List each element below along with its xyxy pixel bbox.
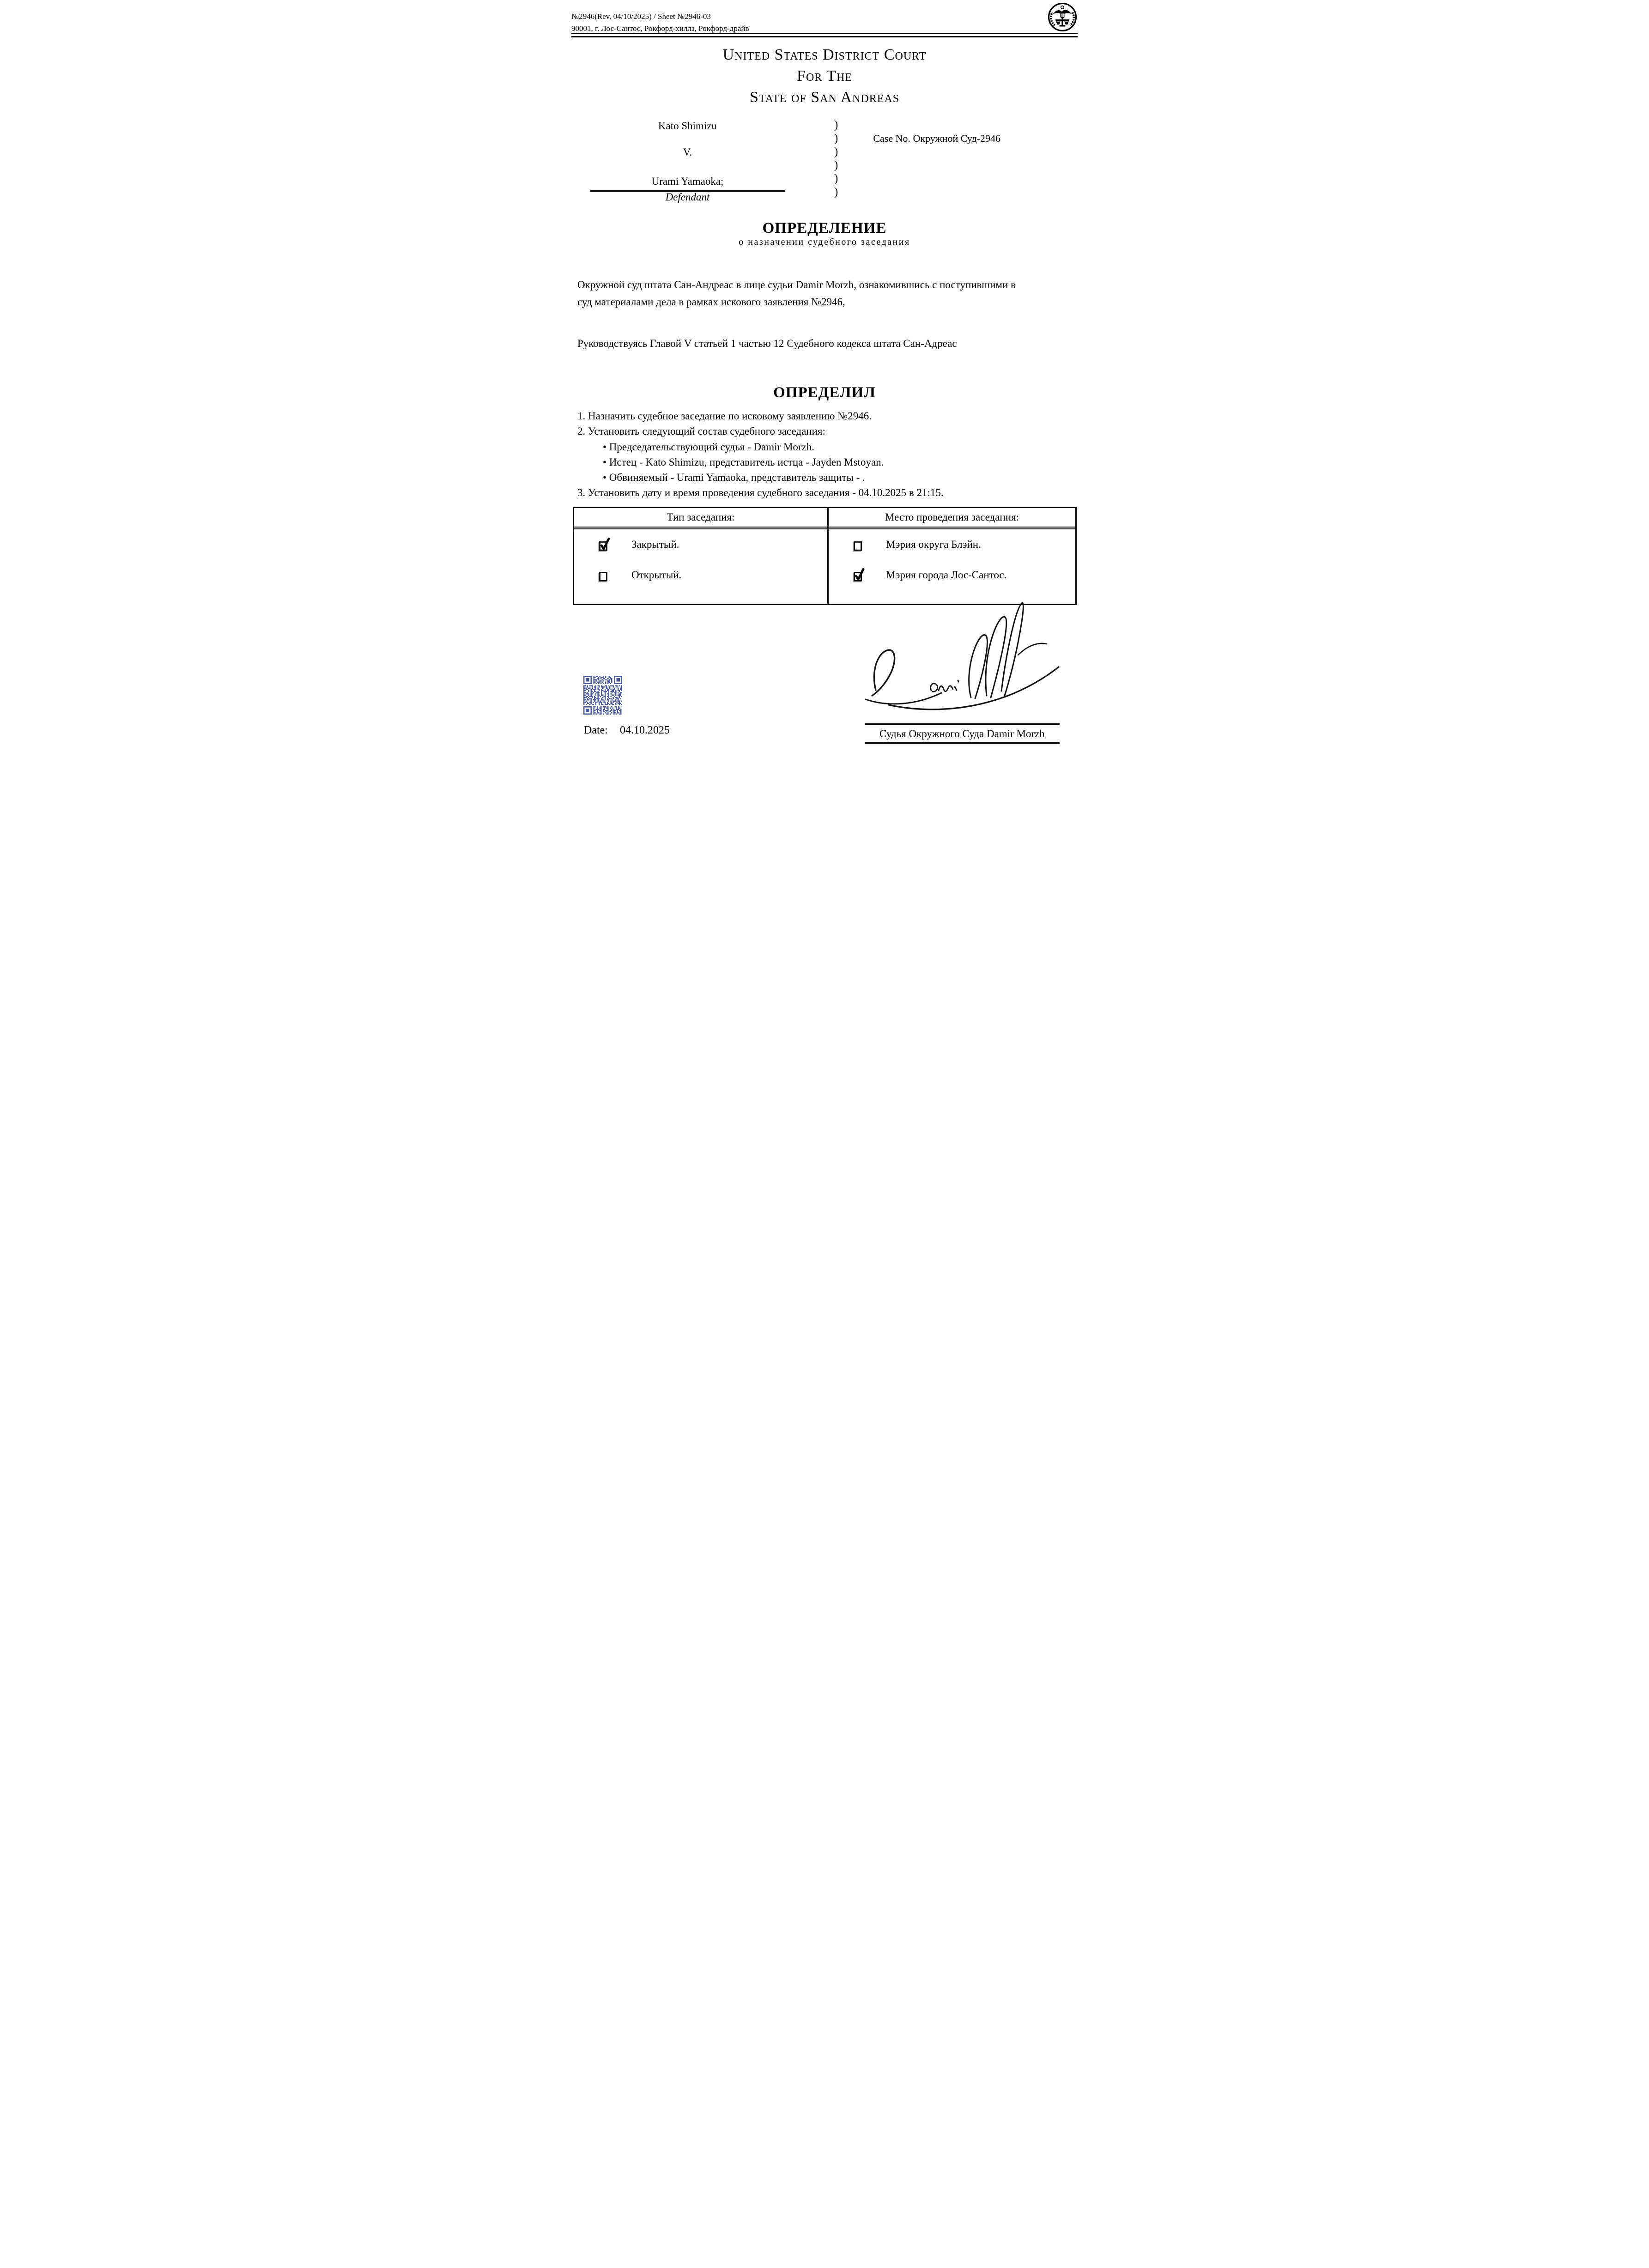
order-subheading: о назначении судебного заседания [739, 237, 910, 247]
court-address-line: 90001, г. Лос-Сантос, Рокфорд-хиллз, Рокфорд-драйв [571, 24, 749, 33]
court-title-line3: State of San Andreas [749, 89, 900, 106]
open-session-checkbox[interactable] [597, 567, 610, 583]
order-item-2-bullet-1: • Председательствующий судья - Damir Morzh. [603, 441, 815, 453]
order-paragraph-2: Руководствуясь Главой V статьей 1 частью 12 Судебного кодекса штата Сан-Адреас [577, 338, 957, 349]
signature-line-bottom [865, 742, 1060, 744]
date-label: Date: [584, 724, 608, 736]
session-type-option-closed [597, 537, 827, 552]
los-santos-city-hall-checkbox[interactable] [852, 567, 865, 583]
session-place-column [829, 508, 1075, 604]
judge-signature-image [862, 600, 1062, 719]
order-items [577, 408, 1076, 501]
signature-line-top [865, 723, 1060, 725]
resolved-heading: ОПРЕДЕЛИЛ [773, 384, 876, 401]
judge-signature-caption: Судья Окружного Суда Damir Morzh [879, 728, 1045, 740]
case-number: Case No. Окружной Суд-2946 [873, 133, 1000, 144]
session-type-column [574, 508, 829, 604]
bracket-char: ) [834, 119, 838, 131]
court-seal-icon [1048, 2, 1077, 32]
court-title-line1: United States District Court [722, 46, 927, 63]
court-title-line2: For The [797, 67, 852, 85]
los-santos-city-hall-label: Мэрия города Лос-Сантос. [886, 569, 1007, 581]
order-item-3: 3. Установить дату и время проведения судебного заседания - 04.10.2025 в 21:15. [577, 487, 944, 499]
session-table [573, 507, 1077, 605]
date-value: 04.10.2025 [619, 724, 670, 736]
blaine-city-hall-checkbox[interactable] [852, 537, 865, 552]
doc-number-line: №2946(Rev. 04/10/2025) / Sheet №2946-03 [571, 12, 711, 21]
plaintiff-name: Kato Shimizu [658, 120, 717, 132]
defendant-name: Urami Yamaoka; [651, 176, 724, 187]
qr-code-image [583, 676, 622, 712]
header-divider [571, 33, 1078, 37]
caption-brackets [834, 118, 838, 199]
bracket-char: ) [834, 146, 838, 158]
order-heading: ОПРЕДЕЛЕНИЕ [762, 220, 887, 237]
defendant-label: Defendant [665, 191, 710, 203]
session-place-option-los-santos [852, 567, 1075, 583]
case-caption [590, 118, 1000, 203]
order-item-2-bullet-3: • Обвиняемый - Urami Yamaoka, представитель защиты - . [603, 472, 865, 484]
parties-block [590, 118, 785, 203]
order-item-1: 1. Назначить судебное заседание по исковому заявлению №2946. [577, 410, 872, 422]
closed-session-label: Закрытый. [631, 539, 679, 550]
blaine-city-hall-label: Мэрия округа Блэйн. [886, 539, 981, 550]
court-order-document [550, 0, 1099, 756]
date-row [584, 724, 670, 737]
open-session-label: Открытый. [631, 569, 682, 581]
session-type-option-open [597, 567, 827, 583]
order-paragraph-1: Окружной суд штата Сан-Андреас в лице судьи Damir Morzh, ознакомившись с поступившими в суд материалами дела в рамках искового заявления №2946, [577, 279, 1016, 308]
order-item-2-bullet-2: • Истец - Kato Shimizu, представитель истца - Jayden Mstoyan. [603, 456, 884, 468]
signature-block [865, 723, 1060, 744]
session-place-option-blaine [852, 537, 1075, 552]
court-title [571, 44, 1078, 108]
session-place-header: Место проведения заседания: [829, 508, 1075, 529]
session-type-header: Тип заседания: [574, 508, 827, 529]
closed-session-checkbox[interactable] [597, 537, 610, 552]
bracket-char: ) [834, 186, 838, 198]
order-item-2: 2. Установить следующий состав судебного заседания: [577, 425, 825, 437]
bracket-char: ) [834, 172, 838, 185]
bracket-char: ) [834, 132, 838, 145]
bracket-char: ) [834, 159, 838, 171]
versus-label: V. [683, 146, 692, 158]
